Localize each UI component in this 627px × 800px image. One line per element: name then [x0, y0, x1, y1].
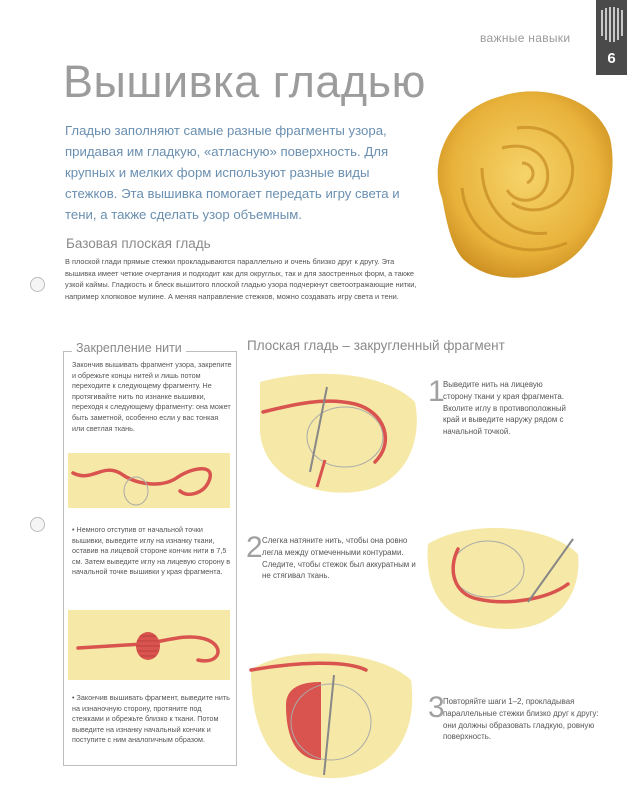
page-number: 6	[607, 50, 616, 67]
binder-hole	[30, 517, 45, 532]
fixing-text: Закончив вышивать фрагмент узора, закрепите и обрежьте концы нитей и лишь потом переходите к следующему фрагменту. Не протягивайте нить по изнанке вышивки, переходя к следующему фрагменту: она может быть заметной, особенно если у вас тонкая или светлая ткань.	[72, 360, 232, 433]
fixing-illustration-2	[68, 610, 230, 680]
rose-embroidery-photo	[422, 78, 618, 290]
page-title: Вышивка гладью	[63, 56, 426, 107]
basic-section-text: В плоской глади прямые стежки прокладываются параллельно и очень близко друг к другу. Эта вышивка имеет четкие очертания и подходит как для округлых, так и для заостренных форм, а также узкой каймы. Гладкость и блеск вышитого плоской гладью узора подчеркнут светоотражающие нитки, например хлопковое мулине. А меняя направление стежков, можно создавать игру света и тени.	[65, 257, 417, 301]
step-1-illustration	[255, 362, 423, 497]
step-3-illustration	[246, 640, 418, 782]
step-1-number: 1	[428, 375, 445, 408]
step-1-text: Выведите нить на лицевую сторону ткани у края фрагмента. Вколите иглу в противоположный край и выведите наружу рядом с начальной точкой.	[443, 380, 566, 437]
step-2-number: 2	[246, 531, 263, 564]
step-2-text: Слегка натяните нить, чтобы она ровно легла между отмеченными контурами. Следите, чтобы стежок был аккуратным и не стягивал ткань.	[262, 536, 416, 581]
step-3-number: 3	[428, 691, 445, 724]
basic-section-heading: Базовая плоская гладь	[66, 236, 211, 251]
fixing-step-b: • Закончив вышивать фрагмент, выведите нить на изнаночную сторону, протяните под стежками и обрежьте близко к ткани. Потом выведите на изнанку начальный кончик и поступите с ним аналогичным образом.	[72, 693, 230, 745]
intro-text: Гладью заполняют самые разные фрагменты узора, придавая им гладкую, «атласную» поверхность. Для крупных и мелких форм используют разные виды стежков. Эта вышивка помогает передать игру света и тени, а также сделать узор объемным.	[65, 123, 400, 222]
step-2-illustration	[418, 514, 582, 634]
step-3-text: Повторяйте шаги 1–2, прокладывая параллельные стежки близко друг к другу: они должны образовать гладкую, ровную поверхность.	[443, 697, 599, 742]
fixing-illustration-1	[68, 453, 230, 508]
fixing-heading: Закрепление нити	[72, 341, 186, 355]
fixing-step-a: • Немного отступив от начальной точки вышивки, выведите иглу на изнанку ткани, оставив на лицевой стороне кончик нити в 7,5 см. Затем выведите иглу на лицевую сторону в начальной точке вышивки у края фрагмента.	[72, 525, 231, 577]
binder-hole	[30, 277, 45, 292]
flat-stitch-heading: Плоская гладь – закругленный фрагмент	[247, 338, 505, 353]
tab-stripes-icon	[596, 6, 627, 44]
section-label: важные навыки	[480, 31, 571, 45]
